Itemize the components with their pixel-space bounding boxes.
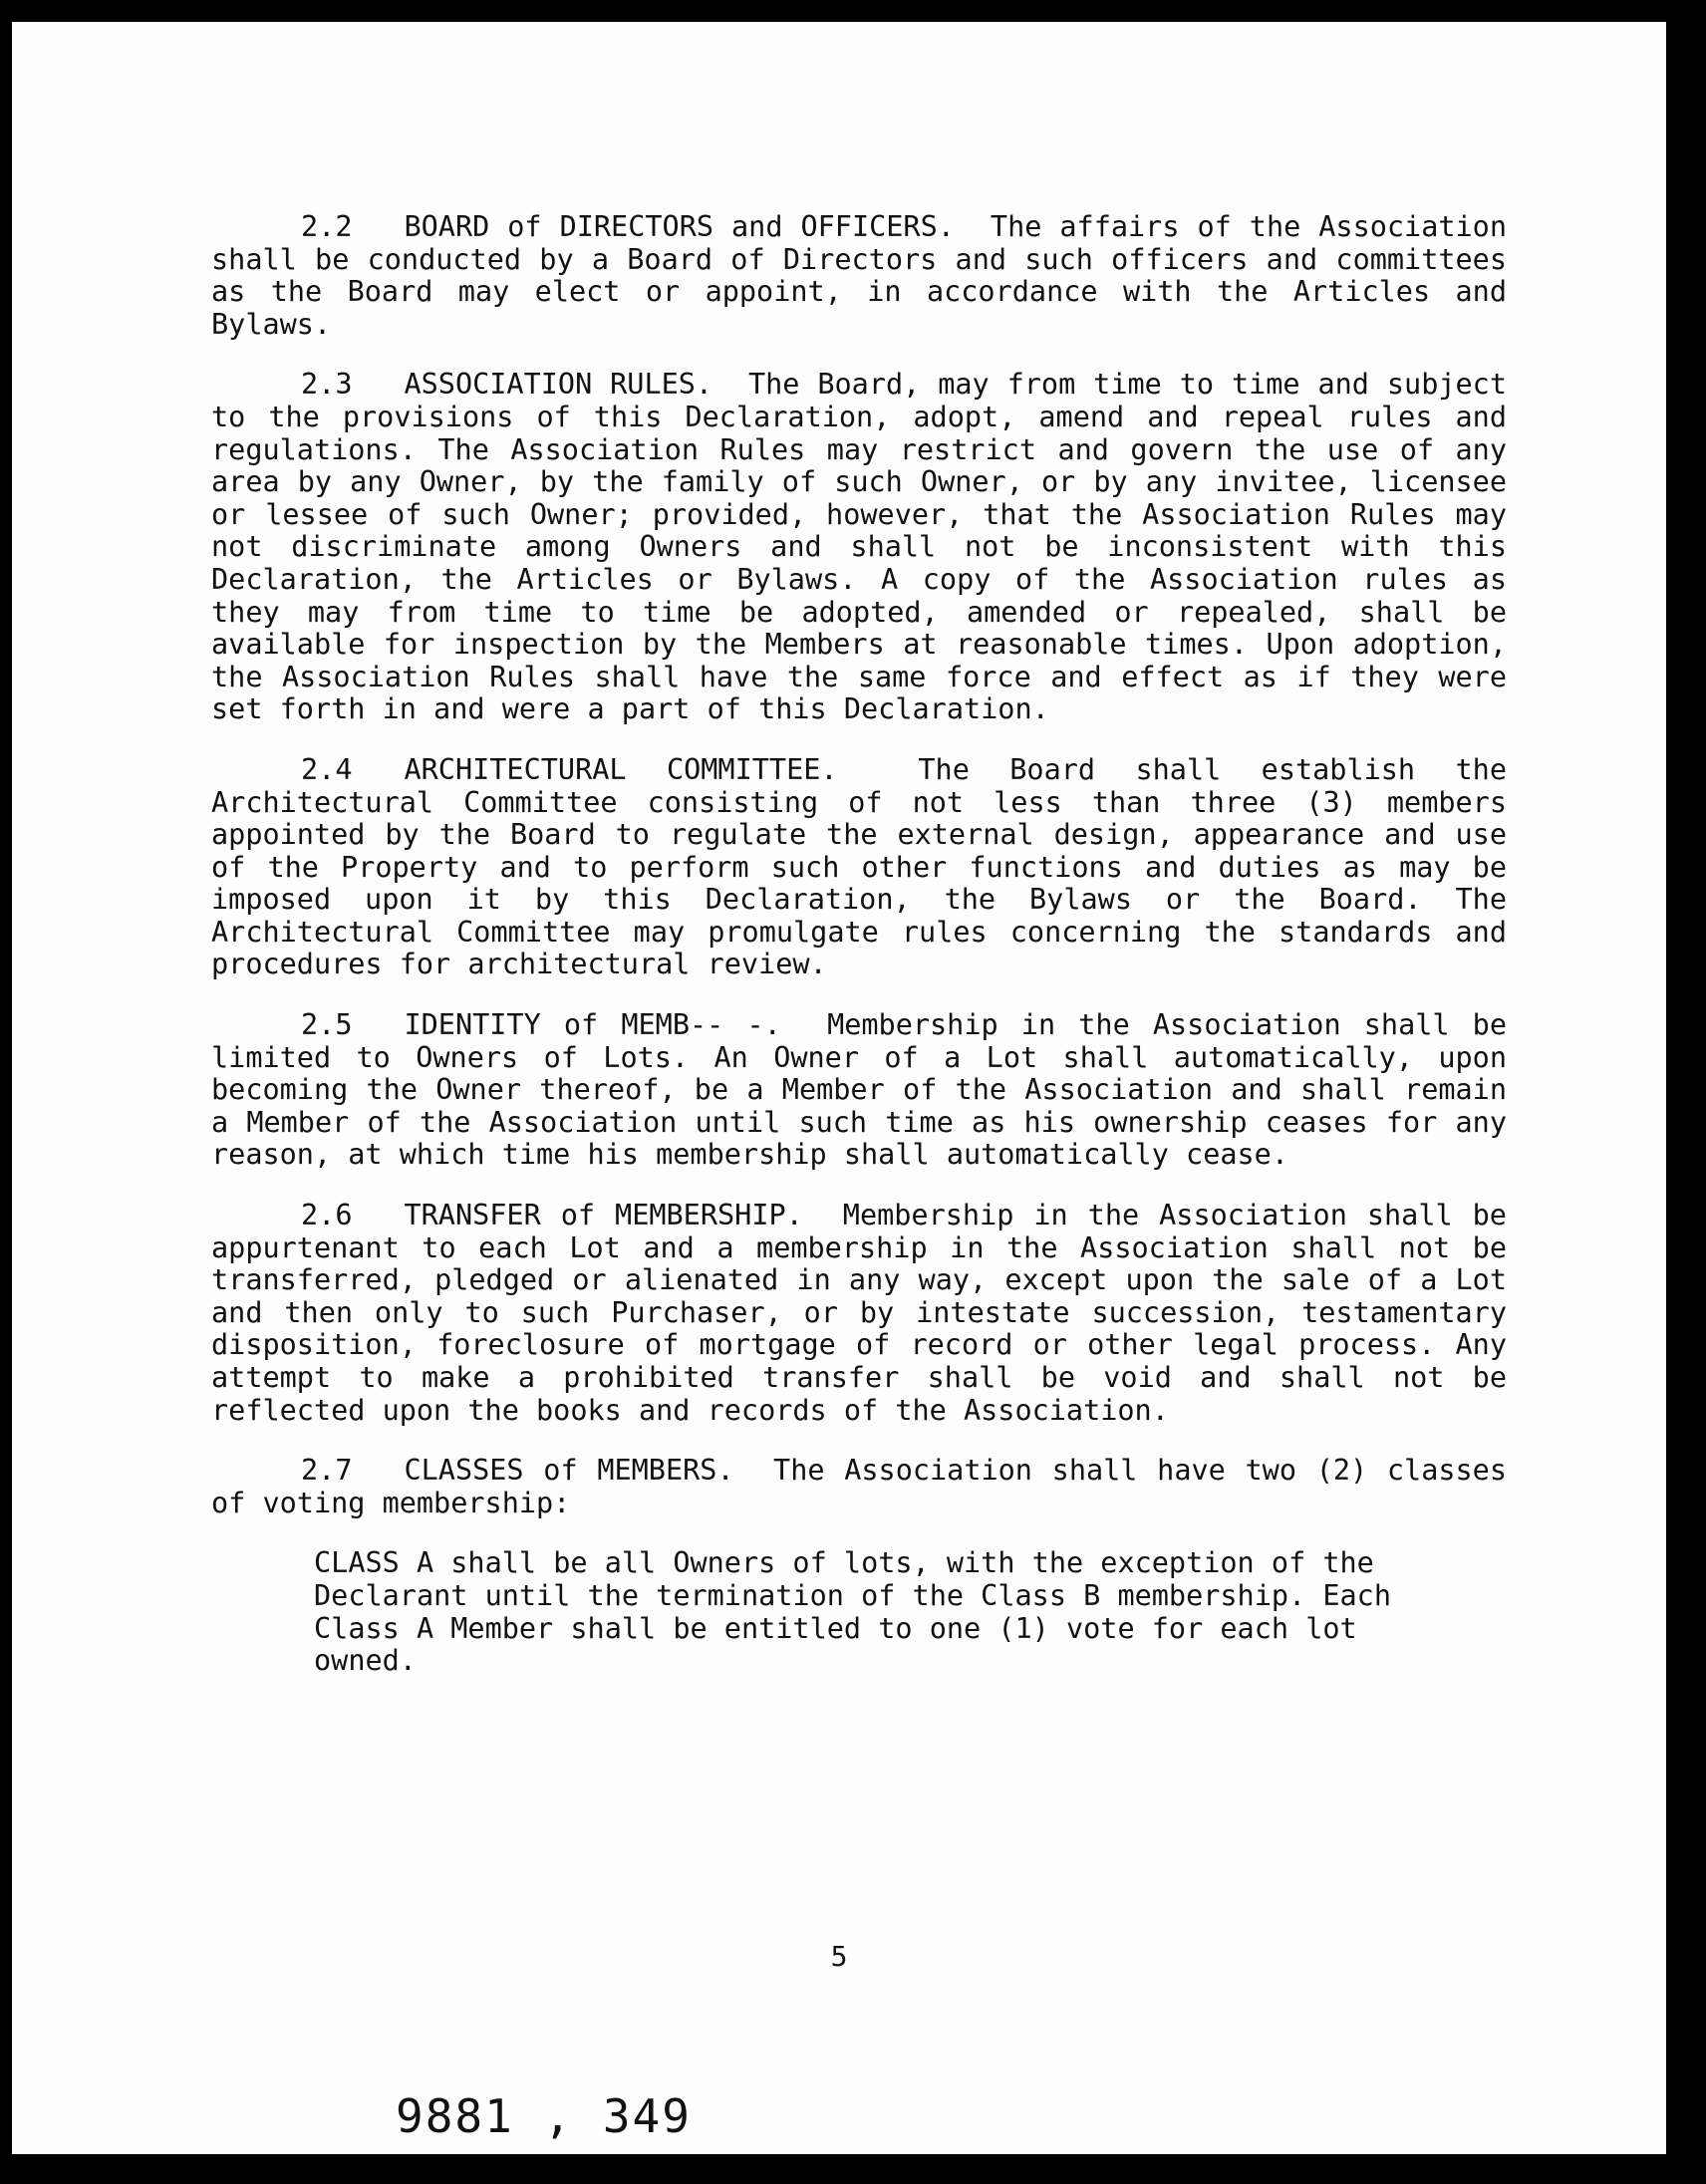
section-number: 2.7 [301, 1454, 353, 1488]
document-body [211, 211, 1507, 1678]
section-2-3 [211, 369, 1507, 726]
section-heading: CLASSES of MEMBERS. [404, 1454, 734, 1488]
section-2-4 [211, 754, 1507, 981]
page-number: 5 [830, 1940, 848, 1973]
section-body: Membership in the Association shall be limited to Owners of Lots. An Owner of a Lot shall automatically, upon becoming the Owner thereof, be a Member of the Association and shall remain a Member of the Association until such time as his ownership ceases for any reason, at which time his membership shall automatically cease. [211, 1008, 1507, 1172]
section-2-6 [211, 1200, 1507, 1427]
document-page [12, 22, 1666, 2154]
section-body: Membership in the Association shall be appurtenant to each Lot and a membership in the Association shall not be transferred, pledged or alienated in any way, except upon the sale of a Lot and then only to such Purchaser, or by intestate succession, testamentary disposition, foreclosure of mortgage of record or other legal process. Any attempt to make a prohibited transfer shall be void and shall not be reflected upon the books and records of the Association. [211, 1199, 1507, 1427]
section-heading: BOARD of DIRECTORS and OFFICERS. [404, 210, 955, 243]
section-heading: ARCHITECTURAL COMMITTEE. [404, 752, 838, 786]
section-number: 2.5 [301, 1008, 353, 1042]
section-heading: ASSOCIATION RULES. [404, 368, 713, 402]
section-2-2 [211, 211, 1507, 341]
section-body: The Board shall establish the Architectural Committee consisting of not less than three (3) members appointed by the Board to regulate the external design, appearance and use of the Property and to perform such other functions and duties as may be imposed upon it by this Declaration, the Bylaws or the Board. The Architectural Committee may promulgate rules concerning the standards and procedures for architectural review. [211, 752, 1507, 981]
section-number: 2.3 [301, 368, 353, 402]
section-body: The affairs of the Association shall be conducted by a Board of Directors and such officers and committees as the Board may elect or appoint, in accordance with the Articles and Bylaws. [211, 210, 1507, 341]
section-body: The Board, may from time to time and subject to the provisions of this Declaration, adopt, amend and repeal rules and regulations. The Association Rules may restrict and govern the use of any area by any Owner, by the family of such Owner, or by any invitee, licensee or lessee of such Owner; provided, however, that the Association Rules may not discriminate among Owners and shall not be inconsistent with this Declaration, the Articles or Bylaws. A copy of the Association rules as they may from time to time be adopted, amended or repealed, shall be available for inspection by the Members at reasonable times. Upon adoption, the Association Rules shall have the same force and effect as if they were set forth in and were a part of this Declaration. [211, 368, 1507, 726]
section-body: The Association shall have two (2) classes of voting membership: [211, 1454, 1507, 1519]
section-number: 2.4 [301, 752, 353, 786]
class-a-paragraph: CLASS A shall be all Owners of lots, with the exception of the Declarant until the termination of the Class B membership. Each Class A Member shall be entitled to one (1) vote for each lot owned. [314, 1546, 1391, 1678]
section-2-5 [211, 1009, 1507, 1172]
section-heading: TRANSFER of MEMBERSHIP. [404, 1199, 803, 1232]
section-2-7 [211, 1455, 1507, 1519]
document-id-stamp: 9881 , 349 [396, 2089, 692, 2143]
section-heading: IDENTITY of MEMB-- -. [404, 1008, 781, 1042]
section-number: 2.6 [301, 1199, 353, 1232]
section-number: 2.2 [301, 210, 353, 243]
